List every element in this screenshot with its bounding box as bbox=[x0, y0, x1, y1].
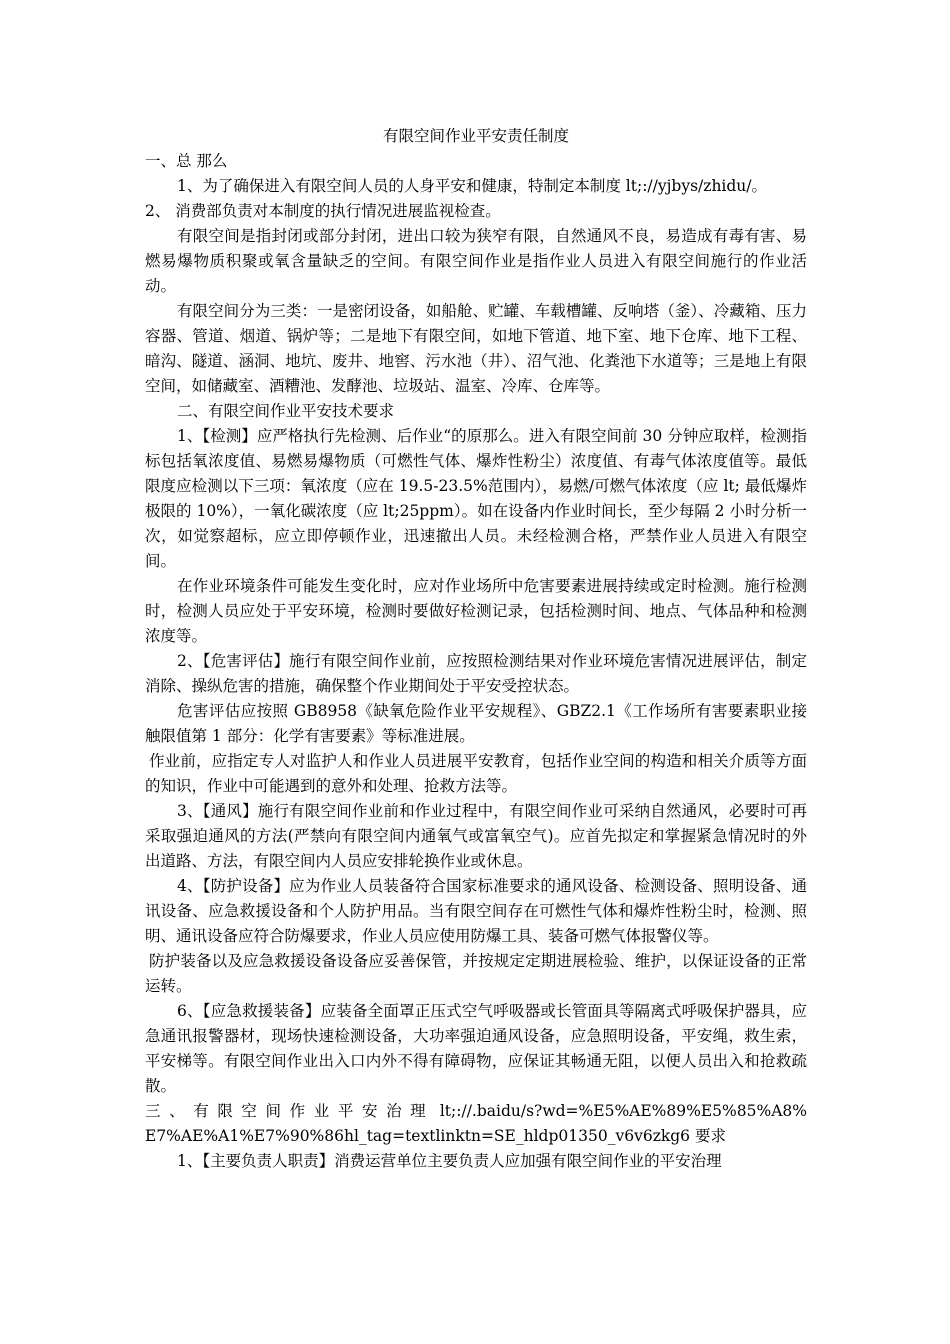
section-3-link[interactable]: lt;://.baidu/s?wd=%E5%AE%89%E5%85%A8%E7%AE%A1%E7%90%86hl_tag=textlinktn=SE_hldp01350_v6v6zkg6 bbox=[145, 1102, 807, 1145]
paragraph-definition: 有限空间是指封闭或部分封闭，进出口较为狭窄有限，自然通风不良，易造成有毒有害、易燃易爆物质积聚或氧含量缺乏的空间。有限空间作业是指作业人员进入有限空间施行的作业活动。 bbox=[145, 227, 807, 295]
paragraph-equipment-maintenance: 防护装备以及应急救援设备设备应妥善保管，并按规定定期进展检验、维护，以保证设备的正常运转。 bbox=[145, 952, 807, 995]
section-3-suffix: 要求 bbox=[690, 1127, 726, 1145]
paragraph-emergency-equipment: 6、【应急救援装备】应装备全面罩正压式空气呼吸器或长管面具等隔离式呼吸保护器具，应急通讯报警器材，现场快速检测设备，大功率强迫通风设备，应急照明设备，平安绳，救生索，平安梯等。有限空间作业出入口内外不得有障碍物，应保证其畅通无阻，以便人员出入和抢救疏散。 bbox=[145, 1002, 807, 1095]
paragraph-ventilation: 3、【通风】施行有限空间作业前和作业过程中，有限空间作业可采纳自然通风，必要时可再采取强迫通风的方法(严禁向有限空间内通氧气或富氧空气)。应首先拟定和掌握紧急情况时的外出道路、方法，有限空间内人员应安排轮换作业或休息。 bbox=[145, 802, 807, 870]
paragraph-assessment-standards: 危害评估应按照 GB8958《缺氧危险作业平安规程》、GBZ2.1《工作场所有害要素职业接触限值第 1 部分：化学有害要素》等标准进展。 bbox=[145, 702, 807, 745]
section-3-heading bbox=[145, 1099, 807, 1149]
section-3-title: 三、有限空间作业平安治理 bbox=[145, 1102, 435, 1120]
section-1-heading: 一、总 那么 bbox=[145, 152, 228, 170]
paragraph-1-2: 2、 消费部负责对本制度的执行情况进展监视检查。 bbox=[145, 202, 501, 220]
section-2-heading: 二、有限空间作业平安技术要求 bbox=[177, 402, 395, 420]
document-body bbox=[145, 124, 807, 1174]
paragraph-detection: 1、【检测】应严格执行先检测、后作业“的原那么。进入有限空间前 30 分钟应取样，检测指标包括氧浓度值、易燃易爆物质（可燃性气体、爆炸性粉尘）浓度值、有毒气体浓度值等。最低限度应检测以下三项：氧浓度（应在 19.5-23.5%范围内），易燃/可燃气体浓度（应 lt; 最低爆炸极限的 10%），一氧化碳浓度（应 lt;25ppm）。如在设备内作业时间长，至少每隔 2 小时分析一次，如觉察超标，应立即停顿作业，迅速撤出人员。未经检测合格，严禁作业人员进入有限空间。 bbox=[145, 427, 807, 570]
paragraph-safety-education: 作业前，应指定专人对监护人和作业人员进展平安教育，包括作业空间的构造和相关介质等方面的知识，作业中可能遇到的意外和处理、抢救方法等。 bbox=[145, 752, 807, 795]
document-title: 有限空间作业平安责任制度 bbox=[382, 127, 569, 145]
paragraph-1-1: 1、为了确保进入有限空间人员的人身平安和健康，特制定本制度 lt;://yjbys/zhidu/。 bbox=[177, 177, 768, 195]
paragraph-continuous-detection: 在作业环境条件可能发生变化时，应对作业场所中危害要素进展持续或定时检测。施行检测时，检测人员应处于平安环境，检测时要做好检测记录，包括检测时间、地点、气体品种和检测浓度等。 bbox=[145, 577, 807, 645]
paragraph-classification: 有限空间分为三类：一是密闭设备，如船舱、贮罐、车载槽罐、反响塔（釜）、冷藏箱、压力容器、管道、烟道、锅炉等；二是地下有限空间，如地下管道、地下室、地下仓库、地下工程、暗沟、隧道、涵洞、地坑、废井、地窖、污水池（井）、沼气池、化粪池下水道等；三是地上有限空间，如储藏室、酒糟池、发酵池、垃圾站、温室、冷库、仓库等。 bbox=[145, 302, 807, 395]
paragraph-protective-equipment: 4、【防护设备】应为作业人员装备符合国家标准要求的通风设备、检测设备、照明设备、通讯设备、应急救援设备和个人防护用品。当有限空间存在可燃性气体和爆炸性粉尘时，检测、照明、通讯设备应符合防爆要求，作业人员应使用防爆工具、装备可燃气体报警仪等。 bbox=[145, 877, 807, 945]
paragraph-principal-duties: 1、【主要负责人职责】消费运营单位主要负责人应加强有限空间作业的平安治理 bbox=[177, 1152, 722, 1170]
paragraph-hazard-assessment: 2、【危害评估】施行有限空间作业前，应按照检测结果对作业环境危害情况进展评估，制定消除、操纵危害的措施，确保整个作业期间处于平安受控状态。 bbox=[145, 652, 807, 695]
